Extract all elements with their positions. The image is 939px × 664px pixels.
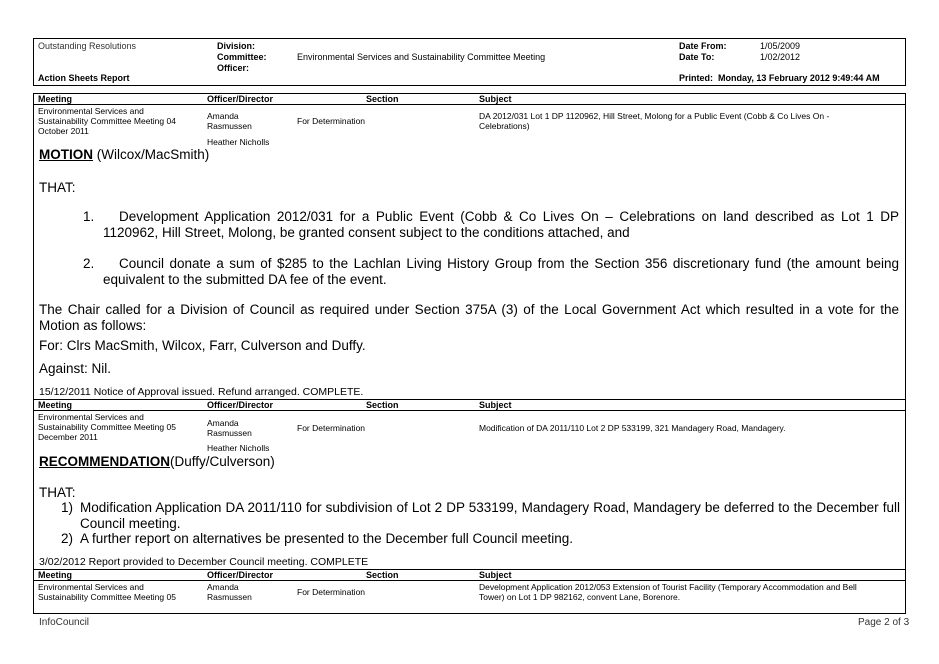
motion-movers: (Wilcox/MacSmith) bbox=[93, 147, 210, 162]
action-note: 15/12/2011 Notice of Approval issued. Refund arranged. COMPLETE. bbox=[39, 386, 364, 398]
meeting-line: October 2011 bbox=[38, 126, 89, 136]
table-left-border bbox=[33, 93, 34, 614]
recommendation-movers: (Duffy/Culverson) bbox=[170, 454, 275, 469]
meeting-cell bbox=[38, 412, 176, 442]
officer-cell bbox=[207, 418, 252, 438]
that-label: THAT: bbox=[39, 485, 76, 500]
officer-line: Rasmussen bbox=[207, 428, 252, 438]
recommendation-heading bbox=[39, 454, 275, 470]
officer-line: Amanda bbox=[207, 582, 239, 592]
meeting-line: Environmental Services and bbox=[38, 106, 144, 116]
meeting-cell bbox=[38, 106, 176, 136]
footer-page-number: Page 2 of 3 bbox=[858, 617, 910, 628]
director-cell: Heather Nicholls bbox=[207, 137, 270, 147]
officer-line: Amanda bbox=[207, 111, 239, 121]
date-from-value: 1/05/2009 bbox=[760, 41, 801, 51]
director-cell: Heather Nicholls bbox=[207, 443, 270, 453]
meeting-line: Environmental Services and bbox=[38, 582, 144, 592]
motion-item: Development Application 2012/031 for a Public Event (Cobb & Co Lives On – Celebrations on land described as Lot 1 DP 1120962, Hill Street, Molong, be granted consent subject to the conditions attached, and bbox=[103, 209, 899, 240]
officer-cell bbox=[207, 111, 252, 131]
vote-for: For: Clrs MacSmith, Wilcox, Farr, Culverson and Duffy. bbox=[39, 338, 366, 353]
report-name: Outstanding Resolutions bbox=[38, 41, 137, 51]
meeting-line: December 2011 bbox=[38, 432, 98, 442]
meeting-cell bbox=[38, 582, 176, 602]
subject-cell bbox=[479, 582, 857, 602]
column-header-row bbox=[33, 93, 906, 105]
footer-rule bbox=[33, 613, 906, 614]
col-subject: Subject bbox=[479, 94, 512, 104]
motion-heading bbox=[39, 147, 209, 163]
subject-cell bbox=[479, 111, 829, 131]
printed-label: Printed: bbox=[679, 73, 714, 83]
column-header-row bbox=[33, 569, 906, 581]
col-subject: Subject bbox=[479, 400, 512, 410]
col-officer: Officer/Director bbox=[207, 400, 274, 410]
col-section: Section bbox=[366, 400, 399, 410]
col-meeting: Meeting bbox=[38, 570, 73, 580]
officer-line: Rasmussen bbox=[207, 121, 252, 131]
col-meeting: Meeting bbox=[38, 400, 73, 410]
committee-value: Environmental Services and Sustainability Committee Meeting bbox=[297, 52, 546, 62]
item-number: 2. bbox=[83, 256, 95, 271]
col-meeting: Meeting bbox=[38, 94, 73, 104]
date-to-value: 1/02/2012 bbox=[760, 52, 801, 62]
col-section: Section bbox=[366, 570, 399, 580]
section-cell: For Determination bbox=[297, 587, 366, 597]
item-number: 2) bbox=[61, 531, 74, 546]
subject-line: Celebrations) bbox=[479, 121, 530, 131]
meeting-line: Sustainability Committee Meeting 04 bbox=[38, 116, 176, 126]
recommendation-item: A further report on alternatives be presented to the December full Council meeting. bbox=[80, 531, 574, 546]
section-cell: For Determination bbox=[297, 116, 366, 126]
officer-label: Officer: bbox=[217, 63, 250, 73]
meeting-line: Sustainability Committee Meeting 05 bbox=[38, 422, 176, 432]
subject-line: Development Application 2012/053 Extension of Tourist Facility (Temporary Accommodation and Bell bbox=[479, 582, 857, 592]
subject-line: Tower) on Lot 1 DP 982162, convent Lane, Borenore. bbox=[479, 592, 681, 602]
printed-value: Monday, 13 February 2012 9:49:44 AM bbox=[718, 73, 880, 83]
motion-item: Council donate a sum of $285 to the Lachlan Living History Group from the Section 356 discretionary fund (the amount being equivalent to the submitted DA fee of the event. bbox=[103, 256, 899, 287]
motion-keyword: MOTION bbox=[39, 147, 93, 162]
committee-label: Committee: bbox=[217, 52, 267, 62]
table-right-border bbox=[905, 93, 906, 614]
report-type: Action Sheets Report bbox=[38, 73, 130, 83]
date-from-label: Date From: bbox=[679, 41, 727, 51]
meeting-line: Environmental Services and bbox=[38, 412, 144, 422]
item-number: 1. bbox=[83, 209, 95, 224]
col-officer: Officer/Director bbox=[207, 570, 274, 580]
col-section: Section bbox=[366, 94, 399, 104]
item-number: 1) bbox=[61, 500, 74, 515]
officer-line: Rasmussen bbox=[207, 592, 252, 602]
date-to-label: Date To: bbox=[679, 52, 715, 62]
column-header-row bbox=[33, 399, 906, 411]
footer-brand: InfoCouncil bbox=[39, 617, 90, 628]
col-subject: Subject bbox=[479, 570, 512, 580]
division-label: Division: bbox=[217, 41, 256, 51]
recommendation-item: Modification Application DA 2011/110 for subdivision of Lot 2 DP 533199, Mandagery Road, Mandagery be deferred to the December full Council meeting. bbox=[80, 500, 900, 531]
that-label: THAT: bbox=[39, 180, 76, 195]
officer-line: Amanda bbox=[207, 418, 239, 428]
subject-line: DA 2012/031 Lot 1 DP 1120962, Hill Street, Molong for a Public Event (Cobb & Co Lives On - bbox=[479, 111, 830, 121]
action-note: 3/02/2012 Report provided to December Council meeting. COMPLETE bbox=[39, 556, 369, 568]
meeting-line: Sustainability Committee Meeting 05 bbox=[38, 592, 176, 602]
recommendation-keyword: RECOMMENDATION bbox=[39, 454, 170, 469]
section-cell: For Determination bbox=[297, 423, 366, 433]
division-text: The Chair called for a Division of Council as required under Section 375A (3) of the Local Government Act which resulted in a vote for the Motion as follows: bbox=[39, 302, 899, 333]
vote-against: Against: Nil. bbox=[39, 361, 112, 376]
col-officer: Officer/Director bbox=[207, 94, 274, 104]
officer-cell bbox=[207, 582, 252, 602]
subject-cell: Modification of DA 2011/110 Lot 2 DP 533199, 321 Mandagery Road, Mandagery. bbox=[479, 423, 786, 433]
